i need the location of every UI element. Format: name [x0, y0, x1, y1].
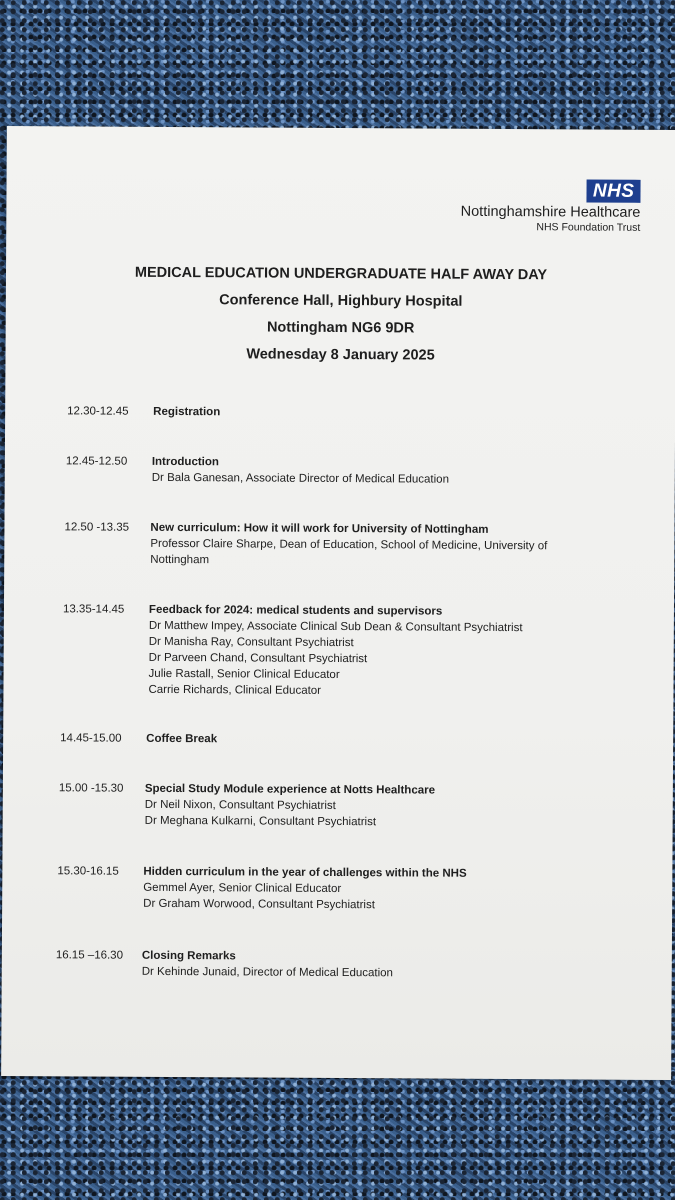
speaker: Dr Meghana Kulkarni, Consultant Psychiatrist [144, 814, 377, 829]
agenda-title: Closing Remarks [141, 949, 236, 963]
agenda-time: 15.30-16.15 [57, 865, 119, 878]
agenda-time: 13.35-14.45 [62, 603, 125, 616]
agenda-title: Registration [153, 405, 221, 419]
speaker: Carrie Richards, Clinical Educator [148, 683, 322, 697]
agenda-time: 12.45-12.50 [65, 455, 128, 468]
nhs-logo-mark: NHS [587, 180, 641, 203]
agenda-title: Introduction [151, 455, 219, 469]
agenda-time: 12.30-12.45 [67, 405, 129, 418]
agenda-speakers [145, 797, 585, 832]
event-venue: Conference Hall, Highbury Hospital [219, 292, 463, 310]
agenda-time: 12.50 -13.35 [64, 521, 130, 534]
event-location: Nottingham NG6 9DR [266, 319, 415, 337]
agenda-title: New curriculum: How it will work for University of Nottingham [150, 521, 489, 536]
speaker: Dr Graham Worwood, Consultant Psychiatrist [143, 897, 375, 912]
agenda-time: 16.15 –16.30 [55, 949, 124, 962]
speaker: Dr Matthew Impey, Associate Clinical Sub Dean & Consultant Psychiatrist [148, 619, 523, 635]
agenda-time: 15.00 -15.30 [58, 782, 124, 795]
speaker: Dr Kehinde Junaid, Director of Medical Education [141, 965, 393, 980]
agenda-speakers [143, 880, 583, 915]
agenda-title: Coffee Break [146, 732, 218, 746]
agenda-speakers [148, 618, 588, 701]
nhs-trust-logo [461, 179, 641, 235]
event-header [5, 263, 675, 366]
agenda-title: Hidden curriculum in the year of challenges within the NHS [143, 865, 467, 880]
agenda-time: 14.45-15.00 [60, 732, 122, 745]
speaker: Dr Parveen Chand, Consultant Psychiatrist [148, 651, 368, 666]
agenda-sheet [1, 126, 675, 1080]
speaker: Professor Claire Sharpe, Dean of Education, School of Medicine, University of Nottingham [150, 537, 548, 567]
event-title: MEDICAL EDUCATION UNDERGRADUATE HALF AWAY DAY [134, 264, 548, 284]
speaker: Dr Bala Ganesan, Associate Director of Medical Education [151, 471, 450, 486]
speaker: Dr Neil Nixon, Consultant Psychiatrist [144, 798, 336, 812]
agenda-title: Special Study Module experience at Notts Healthcare [144, 782, 436, 797]
speaker: Julie Rastall, Senior Clinical Educator [148, 667, 340, 682]
event-date: Wednesday 8 January 2025 [246, 346, 435, 364]
agenda-title: Feedback for 2024: medical students and supervisors [148, 603, 443, 618]
agenda-speakers [150, 536, 590, 571]
trust-name: Nottinghamshire Healthcare [460, 203, 641, 221]
agenda-speakers [152, 470, 592, 489]
trust-subtitle: NHS Foundation Trust [536, 221, 641, 234]
speaker: Dr Manisha Ray, Consultant Psychiatrist [148, 635, 354, 650]
agenda-speakers [142, 964, 582, 983]
speaker: Gemmel Ayer, Senior Clinical Educator [143, 881, 342, 896]
